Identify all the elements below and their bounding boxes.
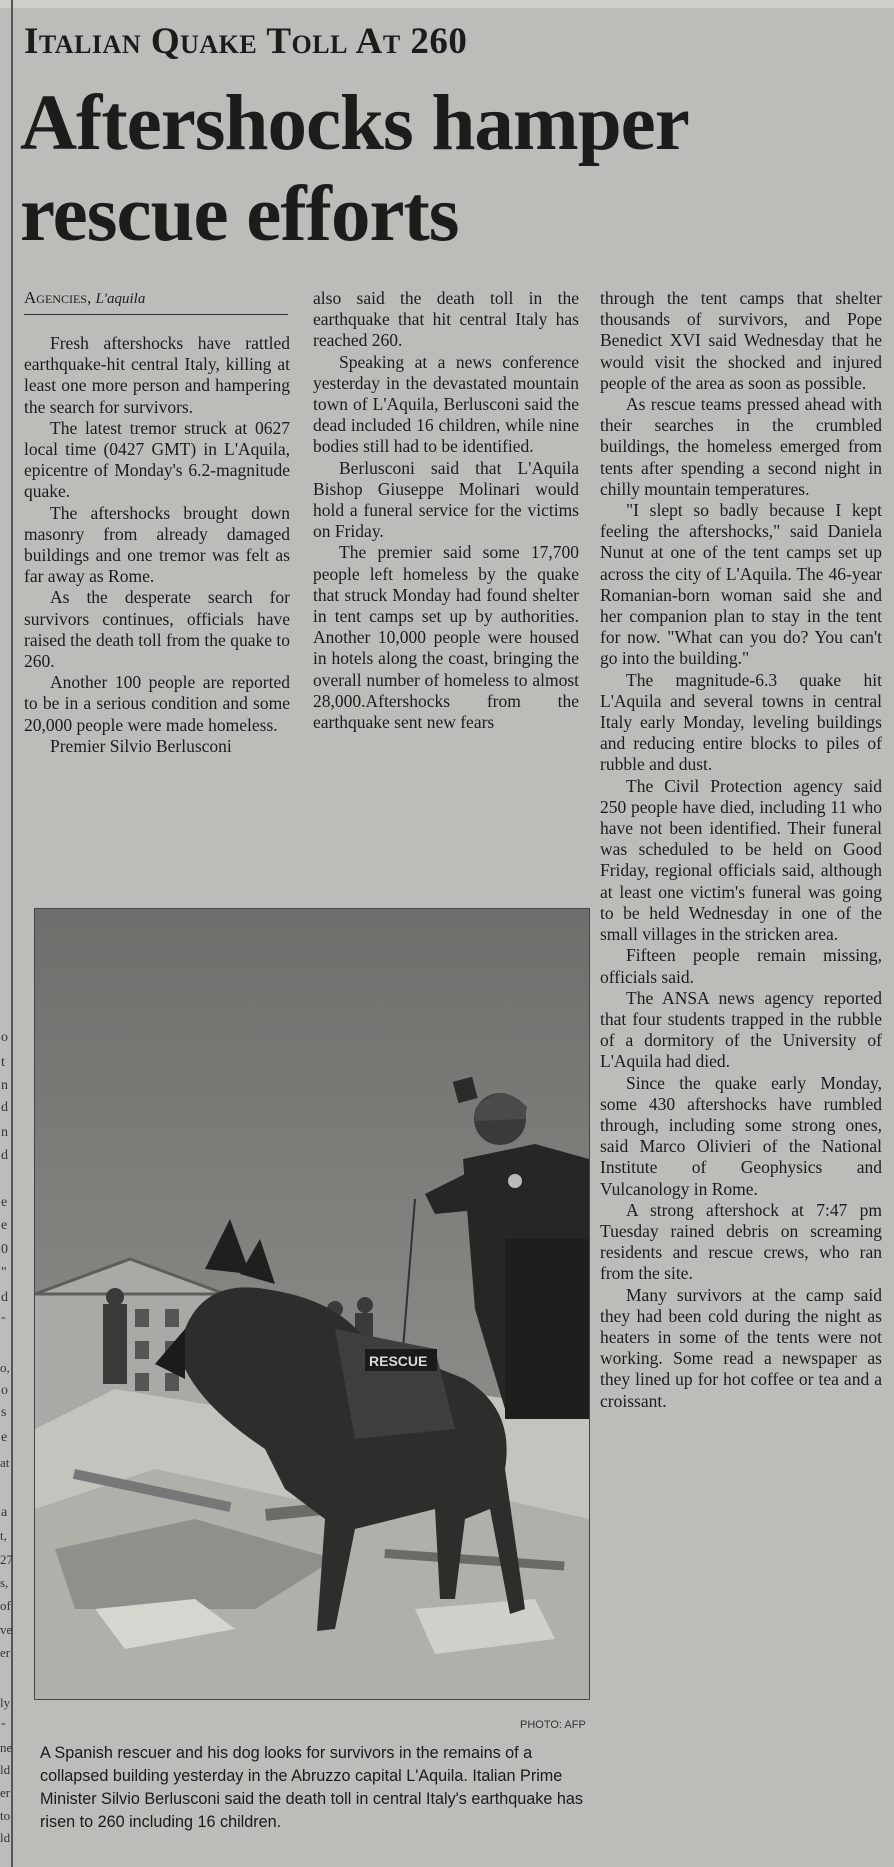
edge-fragment: e [1, 1430, 8, 1445]
edge-fragment: ld [0, 1830, 11, 1845]
photo-caption: A Spanish rescuer and his dog looks for survivors in the remains of a collapsed building yesterday in the Abruzzo capital L'Aquila. Italian Prime Minister Silvio Berlusconi said the death toll in central Italy's earthquake has risen to 260 including 16 children. [40, 1744, 583, 1831]
edge-fragment: t [1, 1055, 5, 1070]
edge-fragment: n [1, 1078, 8, 1093]
paragraph: Fifteen people remain missing, officials said. [600, 945, 882, 987]
paragraph: As rescue teams pressed ahead with their searches in the crumbled buildings, the homeless emerged from tents after spending a second night in chilly mountain temperatures. [600, 394, 882, 499]
paragraph: The aftershocks brought down masonry from already damaged buildings and one tremor was felt as far away as Rome. [24, 502, 290, 587]
edge-fragment: ne [0, 1740, 13, 1755]
edge-fragment: d [1, 1148, 8, 1163]
vest-label: RESCUE [369, 1353, 428, 1369]
edge-fragment: o [1, 1030, 8, 1045]
edge-fragment: at [0, 1455, 10, 1470]
paragraph: also said the death toll in the earthquake that hit central Italy has reached 260. [313, 288, 579, 351]
paragraph: The Civil Protection agency said 250 people have died, including 11 who have not been identified. Their funeral was scheduled to be held on Good Friday, regional officials said, although at least one victim's funeral was going to be held Wednesday in one of the small villages in the stricken area. [600, 775, 882, 945]
edge-fragment: e [1, 1195, 8, 1210]
edge-fragment: d [1, 1100, 8, 1115]
edge-fragment: s, [0, 1575, 9, 1590]
page-top-edge [0, 0, 894, 8]
paragraph: through the tent camps that shelter thousands of survivors, and Pope Benedict XVI said Wednesday that he would visit the shocked and injured people of the area as soon as possible. [600, 288, 882, 393]
paragraph: Many survivors at the camp said they had been cold during the night as heaters in some of the tents were not working. Some read a newspaper as they lined up for hot coffee or tea and a croissant. [600, 1284, 882, 1411]
edge-fragment: a [1, 1505, 8, 1520]
edge-fragment: to [0, 1808, 11, 1823]
paragraph: Premier Silvio Berlusconi [50, 735, 232, 756]
paragraph: Another 100 people are reported to be in a serious condition and some 20,000 people were made homeless. [24, 672, 290, 735]
news-photo [34, 908, 590, 1700]
edge-fragment: e [1, 1218, 8, 1233]
edge-fragment: ld [0, 1762, 11, 1777]
byline-agency: Agencies, [24, 288, 92, 307]
paragraph: The ANSA news agency reported that four students trapped in the rubble of a dormitory of the University of L'Aquila had died. [600, 987, 882, 1072]
edge-fragment: - [1, 1310, 6, 1325]
edge-fragment: d [1, 1290, 8, 1305]
edge-fragment: 0 [1, 1242, 8, 1257]
edge-fragment: o [1, 1383, 8, 1398]
paragraph: The premier said some 17,700 people left homeless by the quake that struck Monday had found shelter in tent camps set up by authorities. Another 10,000 people were housed in hotels along the coast, bringing the overall number of homeless to almost 28,000.Aftershocks from the earthquake sent new fears [313, 542, 579, 733]
headline: Aftershocks hamper rescue efforts [20, 80, 688, 258]
byline-dateline: L'aquila [95, 291, 146, 307]
paragraph: Fresh aftershocks have rattled earthquake-hit central Italy, killing at least one more person and hampering the search for survivors. [24, 333, 290, 417]
paragraph: As the desperate search for survivors continues, officials have raised the death toll from the quake to 260. [24, 587, 290, 672]
edge-fragment: n [1, 1125, 8, 1140]
paragraph: Since the quake early Monday, some 430 aftershocks have rumbled through, including some strong ones, said Marco Olivieri of the National Institute of Geophysics and Vulcanology in Rome. [600, 1072, 882, 1199]
paragraph: Berlusconi said that L'Aquila Bishop Giuseppe Molinari would hold a funeral service for the victims on Friday. [313, 457, 579, 542]
edge-fragment: er [0, 1785, 11, 1800]
edge-fragment: " [1, 1265, 7, 1280]
kicker: Italian Quake Toll At 260 [24, 21, 468, 62]
adjacent-column-fragments [0, 0, 13, 1867]
edge-fragment: ly [0, 1695, 11, 1710]
edge-fragment: t, [0, 1528, 7, 1543]
photo-credit: PHOTO: AFP [520, 1719, 586, 1731]
column-1 [24, 333, 290, 757]
edge-fragment: 27 [0, 1552, 13, 1567]
edge-fragment: er [0, 1645, 11, 1660]
paragraph: The latest tremor struck at 0627 local time (0427 GMT) in L'Aquila, epicentre of Monday's 6.2-magnitude quake. [24, 417, 290, 502]
edge-fragment: - [1, 1716, 6, 1731]
column-rule [11, 0, 13, 1867]
paragraph: "I slept so badly because I kept feeling the aftershocks," said Daniela Nunut at one of the tent camps set up across the city of L'Aquila. The 46-year Romanian-born woman said she and her companion plan to stay in the tent for now. "What can you do? You can't go into the building." [600, 500, 882, 669]
paragraph: A strong aftershock at 7:47 pm Tuesday rained debris on screaming residents and rescue crews, who ran from the site. [600, 1199, 882, 1284]
edge-fragment: s [1, 1405, 7, 1420]
column-2 [313, 288, 579, 733]
column-3 [600, 288, 882, 1412]
edge-fragment: ve [0, 1622, 13, 1637]
edge-fragment: o, [0, 1360, 10, 1375]
byline [24, 288, 288, 315]
paragraph: Speaking at a news conference yesterday in the devastated mountain town of L'Aquila, Berlusconi said the dead included 16 children, while nine bodies still had to be identified. [313, 351, 579, 457]
paragraph: The magnitude-6.3 quake hit L'Aquila and several towns in central Italy early Monday, leveling buildings and reducing entire blocks to piles of rubble and dust. [600, 669, 882, 775]
edge-fragment: of [0, 1598, 11, 1613]
